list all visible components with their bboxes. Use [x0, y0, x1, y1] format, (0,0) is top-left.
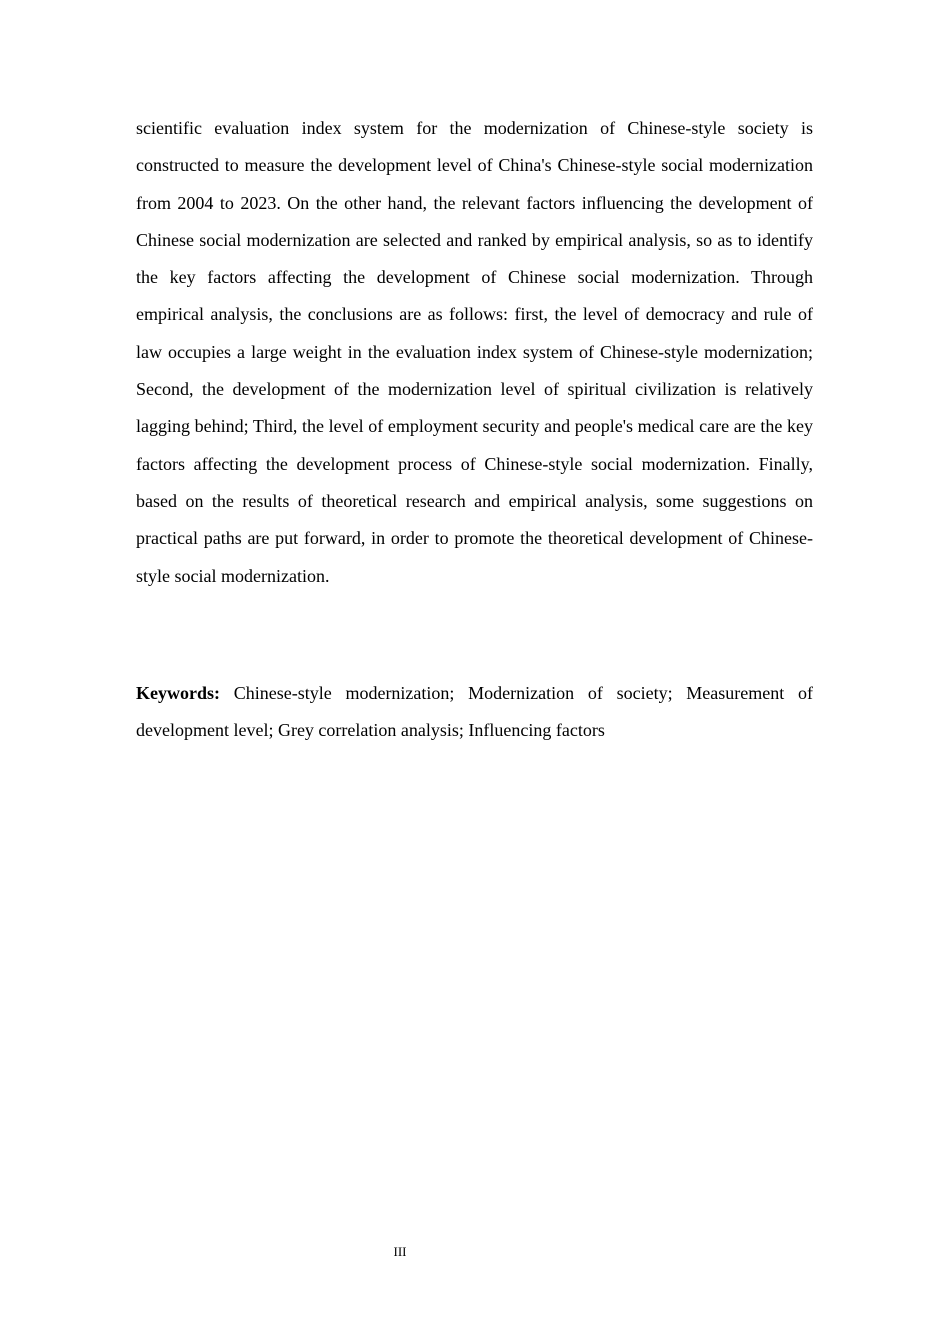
keywords-paragraph	[136, 675, 813, 750]
page-number: III	[393, 1244, 407, 1259]
keywords-text: Chinese-style modernization; Modernization of society; Measurement of development level; Grey correlation analysis; Influencing factors	[136, 683, 813, 741]
abstract-paragraph: scientific evaluation index system for the modernization of Chinese-style society is constructed to measure the development level of China's Chinese-style social modernization from 2004 to 2023. On the other hand, the relevant factors influencing the development of Chinese social modernization are selected and ranked by empirical analysis, so as to identify the key factors affecting the development of Chinese social modernization. Through empirical analysis, the conclusions are as follows: first, the level of democracy and rule of law occupies a large weight in the evaluation index system of Chinese-style modernization; Second, the development of the modernization level of spiritual civilization is relatively lagging behind; Third, the level of employment security and people's medical care are the key factors affecting the development process of Chinese-style social modernization. Finally, based on the results of theoretical research and empirical analysis, some suggestions on practical paths are put forward, in order to promote the theoretical development of Chinese-style social modernization.	[136, 118, 813, 586]
keywords-label: Keywords:	[136, 683, 220, 703]
